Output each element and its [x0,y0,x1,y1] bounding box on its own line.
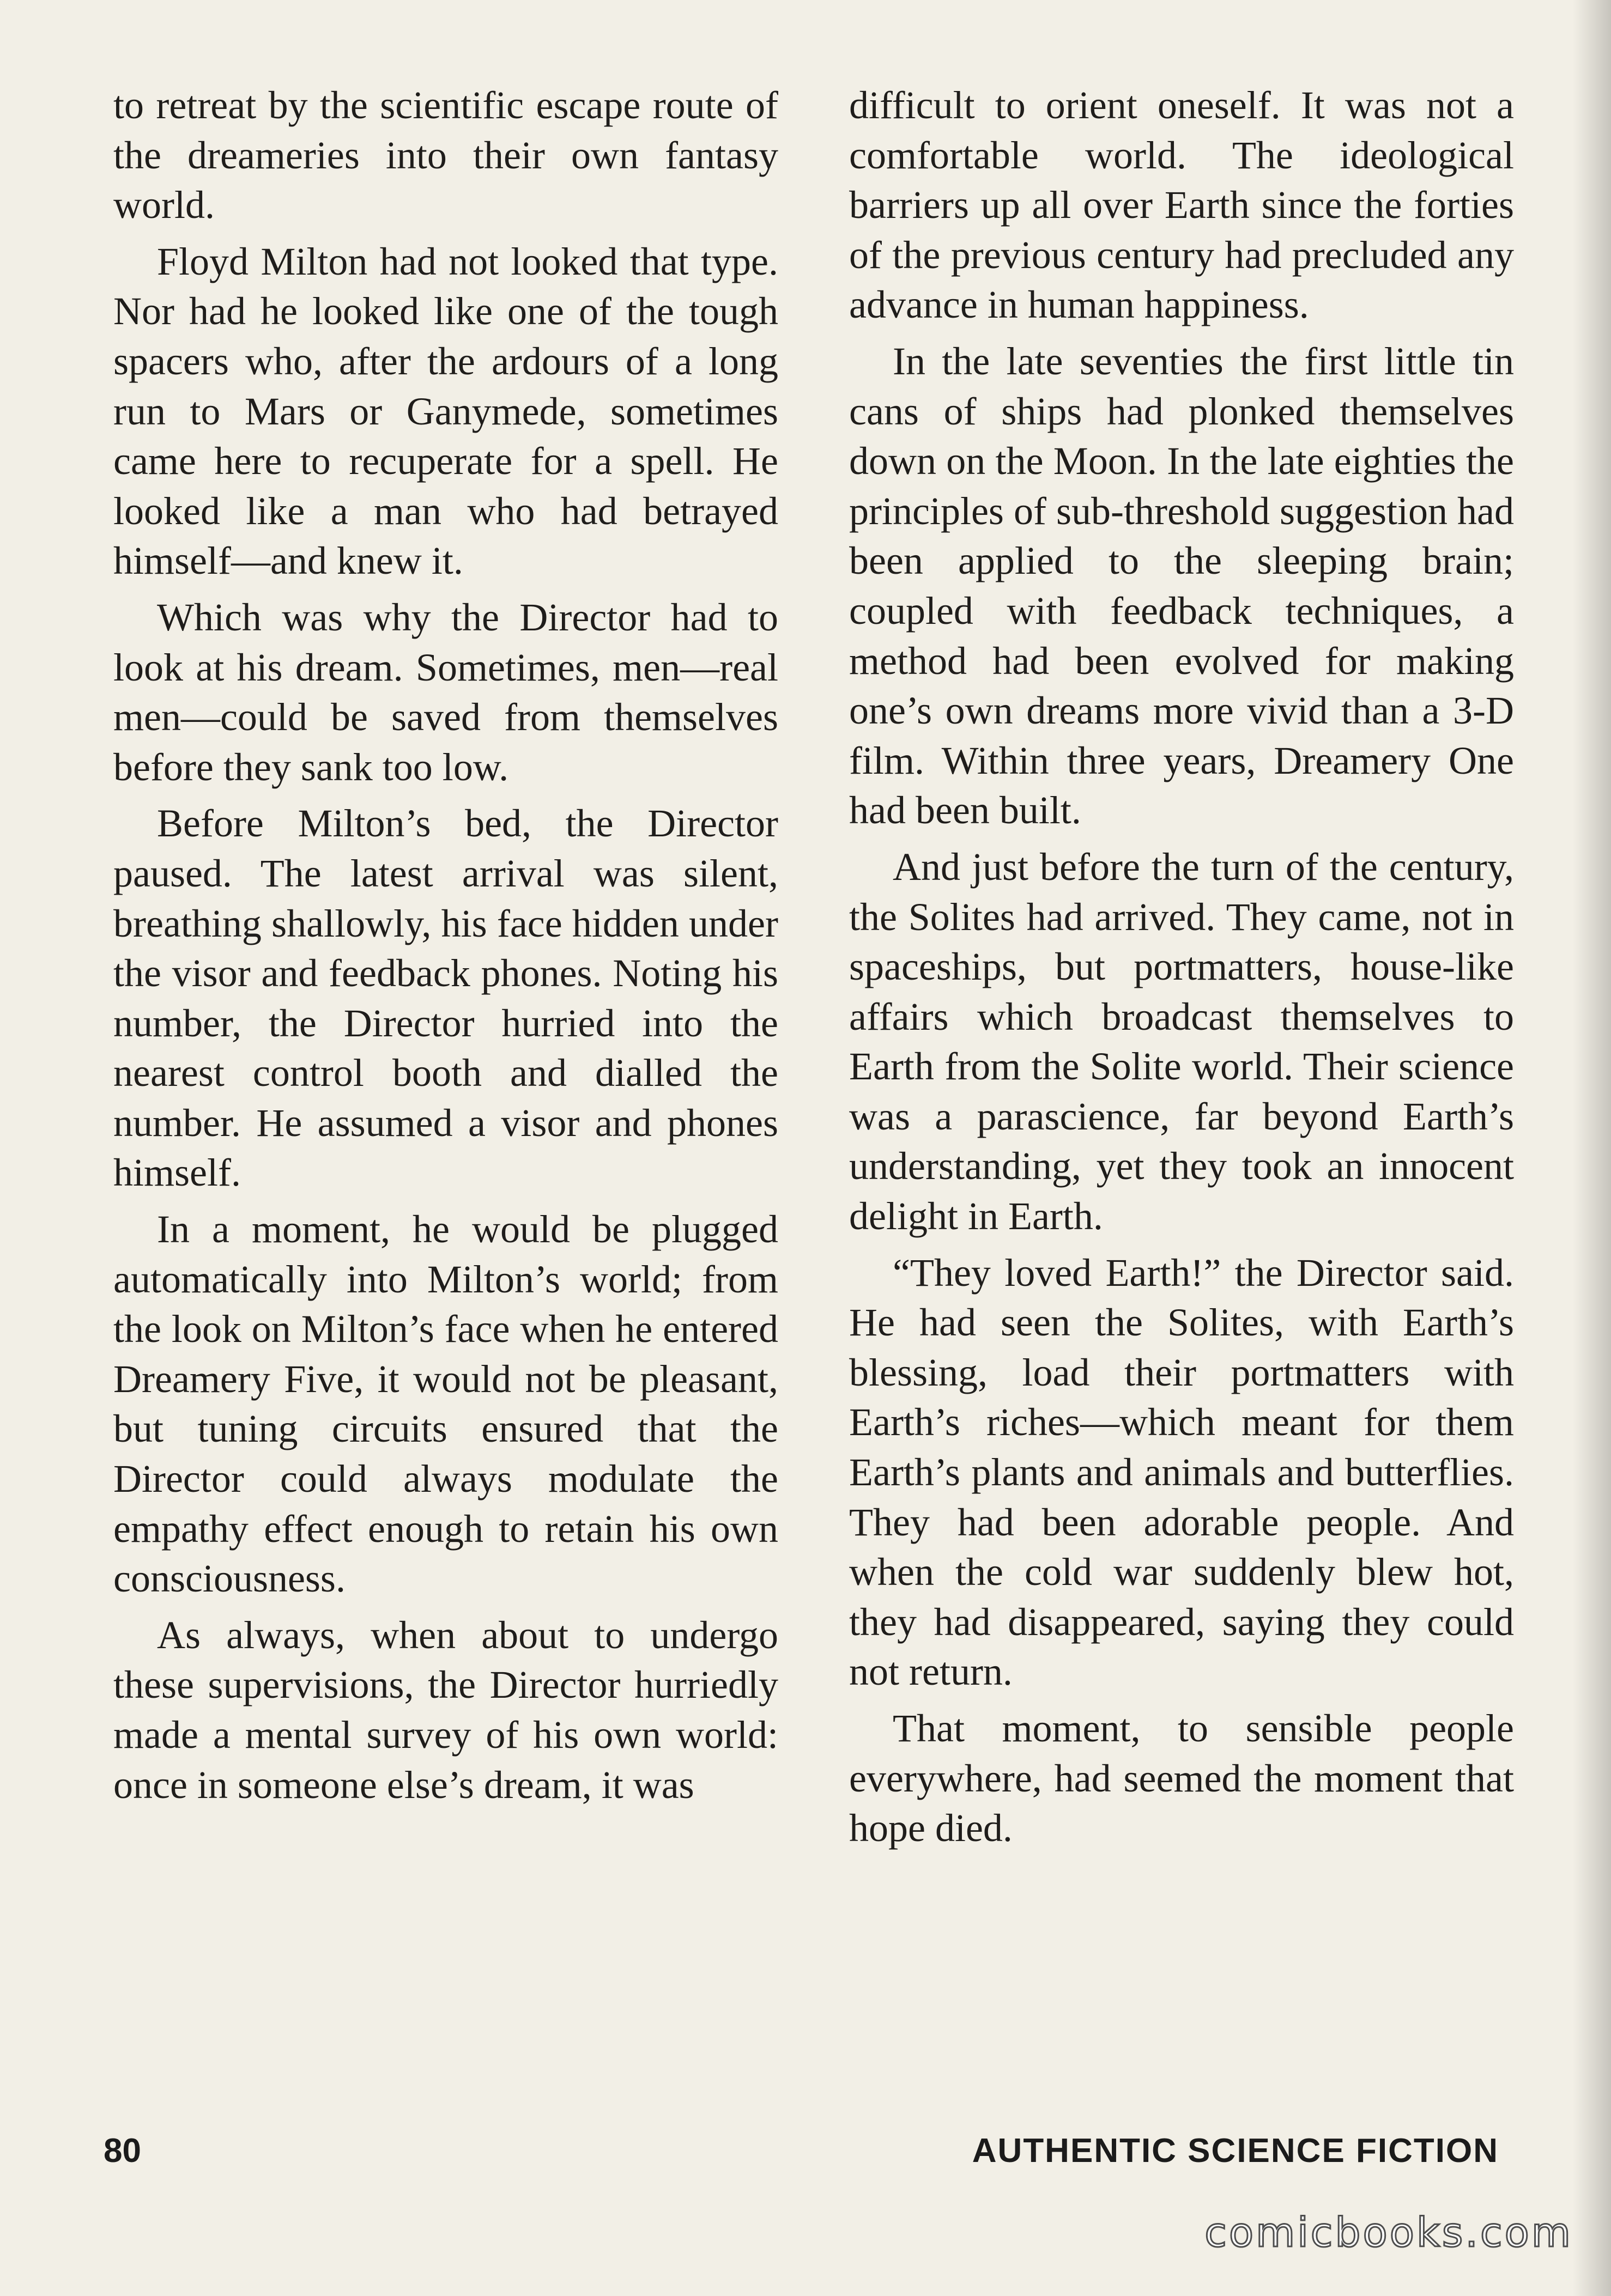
magazine-title: AUTHENTIC SCIENCE FICTION [972,2132,1499,2170]
paragraph: “They loved Earth!” the Director said. He had seen the Solites, with Earth’s blessing, load their portmatters with Earth’s riches—which meant for them Earth’s plants and animals and butterflies. They had been adorable people. And when the cold war suddenly blew hot, they had disappeared, saying they could not return. [849,1250,1514,1694]
paragraph: In the late seventies the first little tin cans of ships had plonked themselves down on the Moon. In the late eighties the principles of sub-threshold suggestion had been applied to the sleeping brain; coupled with feedback techniques, a method had been evolved for making one’s own dreams more vivid than a 3-D film. Within three years, Dreamery One had been built. [849,339,1514,833]
page-number: 80 [104,2132,141,2170]
right-column [849,81,1514,1860]
page-edge-shadow [1573,0,1611,2296]
paragraph: That moment, to sensible people everywhere, had seemed the moment that hope died. [849,1706,1514,1850]
paragraph: And just before the turn of the century, the Solites had arrived. They came, not in spaceships, but portmatters, house-like affairs which broadcast themselves to Earth from the Solite world. Their science was a parascience, far beyond Earth’s understanding, yet they took an innocent delight in Earth. [849,845,1514,1238]
paragraph: In a moment, he would be plugged automatically into Milton’s world; from the look on Milton’s face when he entered Dreamery Five, it would not be pleasant, but tuning circuits ensured that the Director could always modulate the empathy effect enough to retain his own consciousness. [113,1207,778,1601]
paragraph: to retreat by the scientific escape route of the dreameries into their own fantasy world. [113,83,778,227]
paragraph: Floyd Milton had not looked that type. Nor had he looked like one of the tough spacers who, after the ardours of a long run to Mars or Ganymede, sometimes came here to recuperate for a spell. He looked like a man who had betrayed himself—and knew it. [113,239,778,583]
paragraph: Which was why the Director had to look at his dream. Sometimes, men—real men—could be saved from themselves before they sank too low. [113,595,778,789]
page-footer [104,2131,1499,2175]
paragraph: Before Milton’s bed, the Director paused. The latest arrival was silent, breathing shallowly, his face hidden under the visor and feedback phones. Noting his number, the Director hurried into the nearest control booth and dialled the number. He assumed a visor and phones himself. [113,801,778,1195]
paragraph: difficult to orient oneself. It was not a comfortable world. The ideological barriers up all over Earth since the forties of the previous century had precluded any advance in human happiness. [849,83,1514,327]
paragraph: As always, when about to undergo these supervisions, the Director hurriedly made a mental survey of his own world: once in someone else’s dream, it was [113,1613,778,1807]
left-column [113,81,778,1817]
watermark: comicbooks.com [1204,2209,1573,2256]
